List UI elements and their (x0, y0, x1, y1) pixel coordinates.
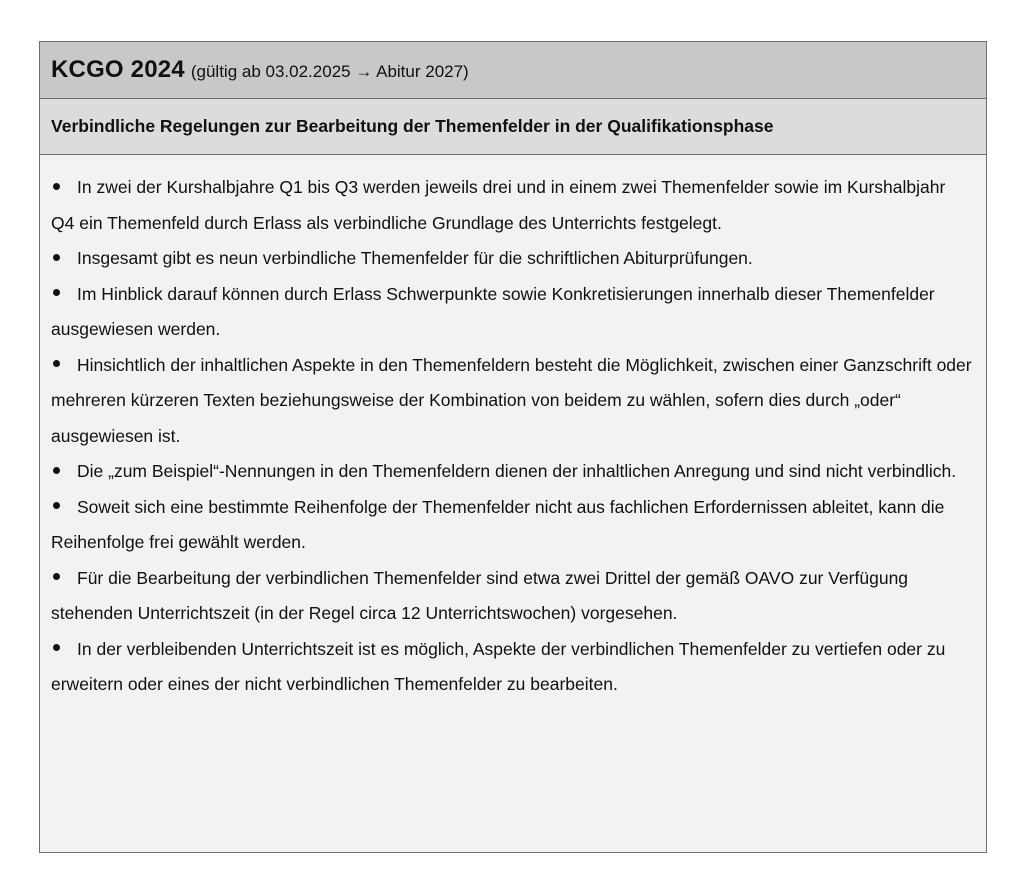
list-item-text: In zwei der Kurshalbjahre Q1 bis Q3 werden jeweils drei und in einem zwei Themenfelder sowie im Kurshalbjahr Q4 ein Themenfeld durch Erlass als verbindliche Grundlage des Unterrichts festgelegt. (51, 177, 946, 233)
list-item-text: Im Hinblick darauf können durch Erlass Schwerpunkte sowie Konkretisierungen innerhalb dieser Themenfelder ausgewiesen werden. (51, 283, 935, 339)
bullet-icon (53, 573, 60, 580)
list-item (51, 348, 972, 455)
subtitle-row (40, 99, 986, 155)
bullet-icon (53, 644, 60, 651)
validity-note: (gültig ab 03.02.2025 → Abitur 2027) (190, 62, 469, 81)
list-item-text: Insgesamt gibt es neun verbindliche Themenfelder für die schriftlichen Abiturprüfungen. (77, 248, 753, 268)
list-item (51, 561, 972, 632)
bullet-icon (53, 360, 60, 367)
list-item (51, 277, 972, 348)
list-item-text: Hinsichtlich der inhaltlichen Aspekte in den Themenfeldern besteht die Möglichkeit, zwischen einer Ganzschrift oder mehreren kürzeren Texten beziehungsweise der Kombination von beidem zu wählen, sofern dies durch „oder“ ausgewiesen ist. (51, 354, 972, 446)
title-row (40, 42, 986, 99)
list-item (51, 490, 972, 561)
list-item (51, 170, 972, 241)
list-item-text: In der verbleibenden Unterrichtszeit ist es möglich, Aspekte der verbindlichen Themenfelder zu vertiefen oder zu erweitern oder eines der nicht verbindlichen Themenfelder zu bearbeiten. (51, 638, 946, 694)
regulations-box (39, 41, 987, 853)
list-item-text: Die „zum Beispiel“-Nennungen in den Themenfeldern dienen der inhaltlichen Anregung und sind nicht verbindlich. (77, 461, 957, 481)
bullet-icon (53, 289, 60, 296)
bullet-icon (53, 502, 60, 509)
list-item-text: Für die Bearbeitung der verbindlichen Themenfelder sind etwa zwei Drittel der gemäß OAVO zur Verfügung stehenden Unterrichtszeit (in der Regel circa 12 Unterrichtswochen) vorgesehen. (51, 567, 909, 623)
bullet-icon (53, 183, 60, 190)
list-item-text: Soweit sich eine bestimmte Reihenfolge der Themenfelder nicht aus fachlichen Erfordernissen ableitet, kann die Reihenfolge frei gewählt werden. (51, 496, 945, 552)
list-item (51, 454, 972, 490)
document-title: KCGO 2024 (51, 56, 185, 83)
bullet-list (40, 155, 986, 703)
list-item (51, 632, 972, 703)
bullet-icon (53, 254, 60, 261)
list-item (51, 241, 972, 277)
bullet-icon (53, 467, 60, 474)
section-heading: Verbindliche Regelungen zur Bearbeitung der Themenfelder in der Qualifikationsphase (51, 116, 774, 136)
